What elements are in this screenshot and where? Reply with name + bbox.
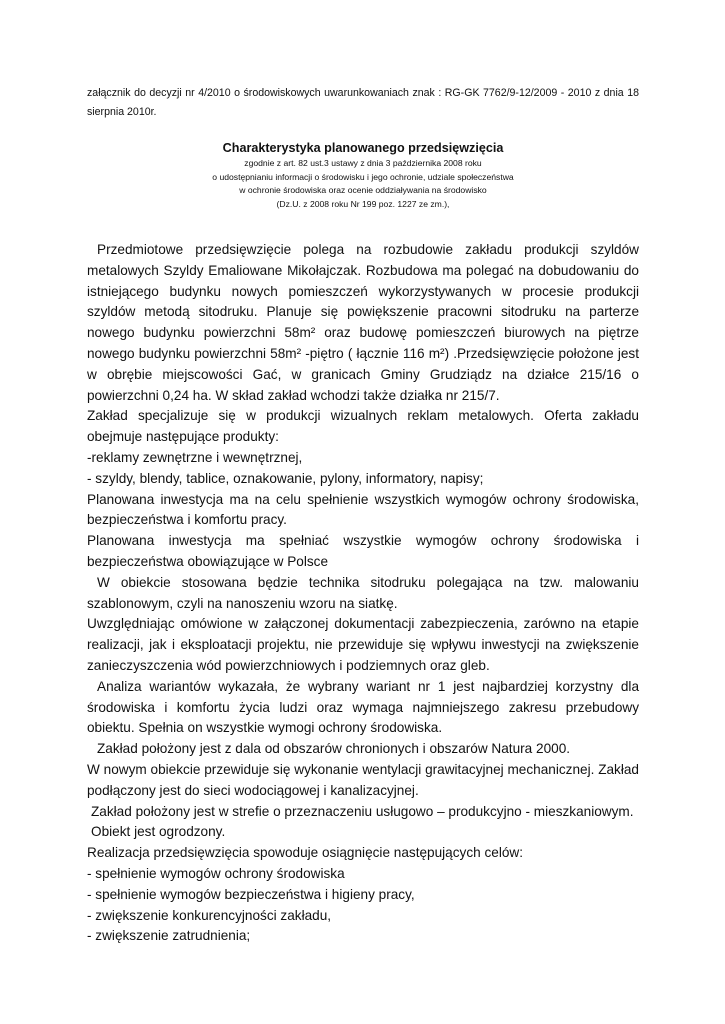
paragraph-goals-intro: Realizacja przedsięwzięcia spowoduje osiągnięcie następujących celów: <box>87 845 523 861</box>
paragraph-safeguards: Uwzględniając omówione w załączonej dokumentacji zabezpieczenia, zarówno na etapie realizacji, jak i eksploatacji projektu, nie przewiduje się wpływu inwestycji na zwiększenie zanieczyszczenia wód powierzchniowych i podziemnych oraz gleb. <box>87 616 639 673</box>
legal-basis-line-2: o udostępnianiu informacji o środowisku i jego ochronie, udziale społeczeństwa <box>212 171 514 182</box>
attachment-note: załącznik do decyzji nr 4/2010 o środowiskowych uwarunkowaniach znak : RG-GK 7762/9-12/2009 - 2010 z dnia 18 sierpnia 2010r. <box>87 87 639 118</box>
paragraph-requirements: Planowana inwestycja ma spełniać wszystkie wymogów ochrony środowiska i bezpieczeństwa obowiązujące w Polsce <box>87 533 639 569</box>
paragraph-ventilation: W nowym obiekcie przewiduje się wykonanie wentylacji grawitacyjnej mechanicznej. Zakład podłączony jest do sieci wodociągowej i kanalizacyjnej. <box>87 761 639 798</box>
document-body <box>87 240 639 947</box>
list-item-product-2: - szyldy, blendy, tablice, oznakowanie, pylony, informatory, napisy; <box>87 470 484 486</box>
paragraph-zoning: Zakład położony jest w strefie o przeznaczeniu usługowo – produkcyjno - mieszkaniowym. <box>91 803 634 819</box>
legal-basis-line-3: w ochronie środowiska oraz ocenie oddziaływania na środowisko <box>239 185 487 195</box>
paragraph-fenced: Obiekt jest ogrodzony. <box>91 824 226 840</box>
title-block <box>87 140 639 211</box>
paragraph-project-description: Przedmiotowe przedsięwzięcie polega na rozbudowie zakładu produkcji szyldów metalowych Szyldy Emaliowane Mikołajczak. Rozbudowa ma polegać na dobudowaniu do istniejącego budynku nowych pomieszczeń wykorzystywanych w procesie produkcji szyldów metodą sitodruku. Planuje się powiększenie pracowni sitodruku na parterze nowego budynku powierzchni 58m² oraz budowę pomieszczeń biurowych na piętrze nowego budynku powierzchni 58m² -piętro ( łącznie 116 m²) .Przedsięwzięcie położone jest w obrębie miejscowości Gać, w granicach Gminy Grudziądz na działce 215/16 o powierzchni 0,24 ha. W skład zakład wchodzi także działka nr 215/7. <box>87 242 639 403</box>
list-item-goal-3: - zwiększenie konkurencyjności zakładu, <box>87 907 332 923</box>
paragraph-variant-analysis: Analiza wariantów wykazała, że wybrany wariant nr 1 jest najbardziej korzystny dla środowiska i komfortu życia ludzi oraz wymaga najmniejszego zakresu przebudowy obiektu. Spełnia on wszystkie wymogi ochrony środowiska. <box>87 678 639 736</box>
legal-basis-line-4: (Dz.U. z 2008 roku Nr 199 poz. 1227 ze zm.), <box>276 198 450 209</box>
legal-basis-line-1: zgodnie z art. 82 ust.3 ustawy z dnia 3 października 2008 roku <box>244 158 482 168</box>
document-title: Charakterystyka planowanego przedsięwzięcia <box>222 141 504 155</box>
list-item-product-1: -reklamy zewnętrzne i wewnętrznej, <box>87 449 303 465</box>
paragraph-screen-printing: W obiekcie stosowana będzie technika sitodruku polegająca na tzw. malowaniu szablonowym, czyli na nanoszeniu wzoru na siatkę. <box>87 574 639 611</box>
paragraph-specialization: Zakład specjalizuje się w produkcji wizualnych reklam metalowych. Oferta zakładu obejmuje następujące produkty: <box>87 408 639 445</box>
list-item-goal-2: - spełnienie wymogów bezpieczeństwa i higieny pracy, <box>87 886 415 902</box>
paragraph-investment-goal: Planowana inwestycja ma na celu spełnienie wszystkich wymogów ochrony środowiska, bezpieczeństwa i komfortu pracy. <box>87 491 639 528</box>
list-item-goal-4: - zwiększenie zatrudnienia; <box>87 928 251 944</box>
paragraph-protected-areas: Zakład położony jest z dala od obszarów chronionych i obszarów Natura 2000. <box>97 741 571 757</box>
list-item-goal-1: - spełnienie wymogów ochrony środowiska <box>87 865 345 881</box>
